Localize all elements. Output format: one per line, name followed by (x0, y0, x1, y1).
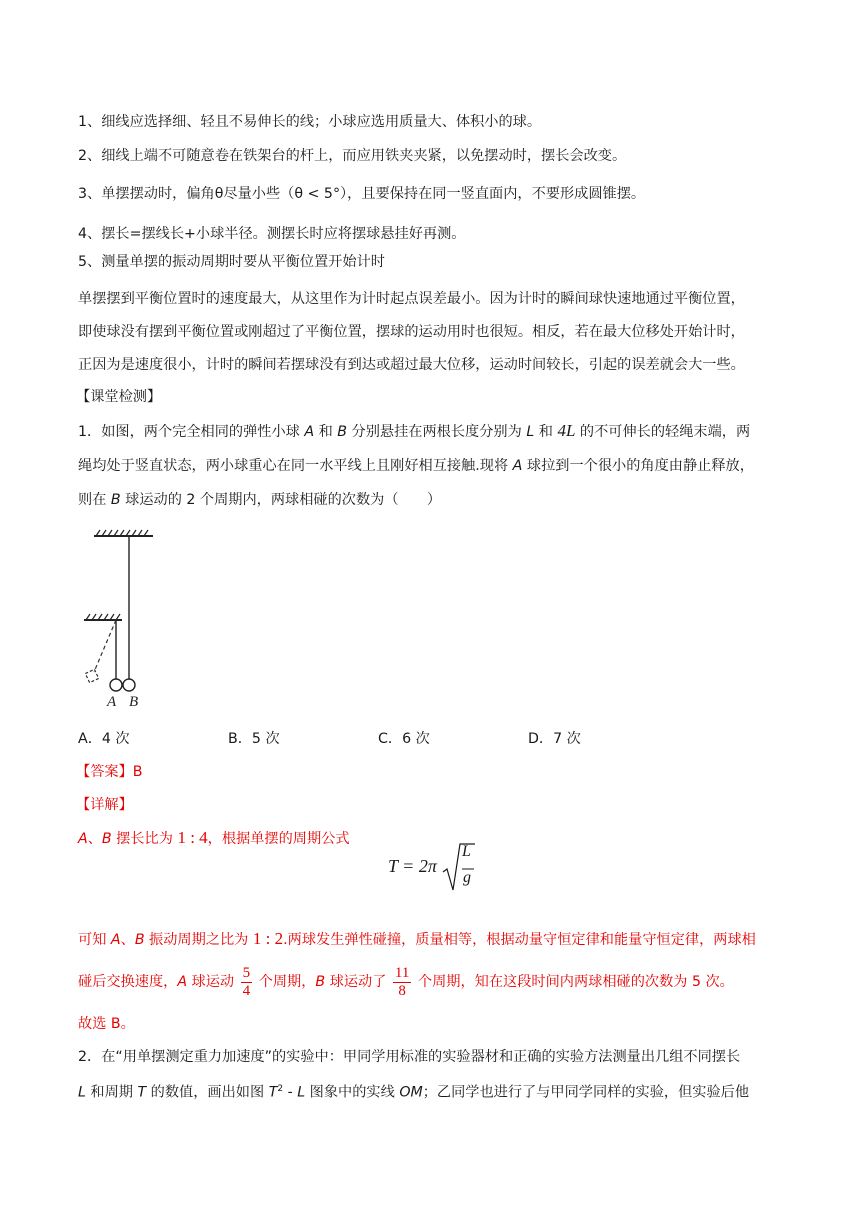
note-4: 4、摆长=摆线长+小球半径。测摆长时应将摆球悬挂好再测。 (78, 226, 466, 242)
answer: 【答案】B (76, 764, 143, 780)
note-2: 2、细线上端不可随意卷在铁架台的杆上，而应用铁夹夹紧，以免摆动时，摆长会改变。 (78, 148, 627, 164)
option-d[interactable]: D．7 次 (528, 731, 581, 747)
q2-line-2: L 和周期 T 的数值，画出如图 $T^2$ - L 图象中的实线 OM；乙同学也进行了与甲同学同样的实验，但实验后他 (78, 1084, 750, 1101)
formula-denominator: g (463, 869, 471, 886)
note-3: 3、单摆摆动时，偏角θ尽量小些（θ < 5°），且要保持在同一竖直面内，不要形成圆锥摆。 (78, 186, 646, 202)
label-b: B (129, 694, 139, 710)
q1-line-2: 绳均处于竖直状态，两小球重心在同一水平线上且刚好相互接触.现将 A 球拉到一个很小的角度由静止释放， (78, 458, 754, 474)
q1-line-3: 则在 B 球运动的 2 个周期内，两球相碰的次数为（ ） (78, 492, 442, 508)
option-c[interactable]: C．6 次 (378, 731, 430, 747)
formula-numerator: L (462, 843, 471, 860)
note-5: 5、测量单摆的振动周期时要从平衡位置开始计时 (78, 254, 385, 270)
explanation-line-1: 单摆摆到平衡位置时的速度最大，从这里作为计时起点误差最小。因为计时的瞬间球快速地通过平衡位置， (78, 291, 745, 307)
detail-heading: 【详解】 (76, 797, 133, 813)
q1-line-1: 1．如图，两个完全相同的弹性小球 A 和 B 分别悬挂在两根长度分别为 L 和 4L 的不可伸长的轻绳末端，两 (78, 421, 751, 440)
conclusion: 故选 B。 (78, 1016, 135, 1032)
detail-line-1: A、B 摆长比为 1 : 4，根据单摆的周期公式 (78, 828, 350, 847)
explanation-line-3: 正因为是速度很小，计时的瞬间若摆球没有到达或超过最大位移，运动时间较长，引起的误差就会大一些。 (78, 357, 745, 373)
note-1: 1、细线应选择细、轻且不易伸长的线；小球应选用质量大、体积小的球。 (78, 114, 542, 130)
label-a: A (107, 694, 117, 710)
option-a[interactable]: A．4 次 (78, 731, 130, 747)
ball-a-displaced (85, 669, 98, 682)
ball-b (123, 679, 135, 691)
pendulum-figure (78, 528, 168, 713)
section-heading: 【课堂检测】 (76, 389, 162, 405)
string-a-displaced (94, 620, 116, 672)
explanation-line-2: 即使球没有摆到平衡位置或刚超过了平衡位置，摆球的运动用时也很短。相反，若在最大位移处开始计时， (78, 324, 745, 340)
detail-line-2: 可知 A、B 振动周期之比为 1 : 2.两球发生弹性碰撞，质量相等，根据动量守恒定律和能量守恒定律，两球相 (78, 929, 756, 948)
ceiling-short (84, 614, 122, 620)
ball-a (110, 679, 122, 691)
detail-line-3: 碰后交换速度，A 球运动 $\frac{5}{4}$ 个周期，B 球运动了 $\frac{11}{8}$ 个周期，知在这段时间内两球相碰的次数为 5 次。 (78, 964, 734, 999)
ceiling-long (94, 530, 153, 536)
period-formula: T = 2π L g (388, 856, 437, 877)
q2-line-1: 2．在“用单摆测定重力加速度”的实验中：甲同学用标准的实验器材和正确的实验方法测量出几组不同摆长 (78, 1049, 741, 1065)
option-b[interactable]: B．5 次 (228, 731, 280, 747)
